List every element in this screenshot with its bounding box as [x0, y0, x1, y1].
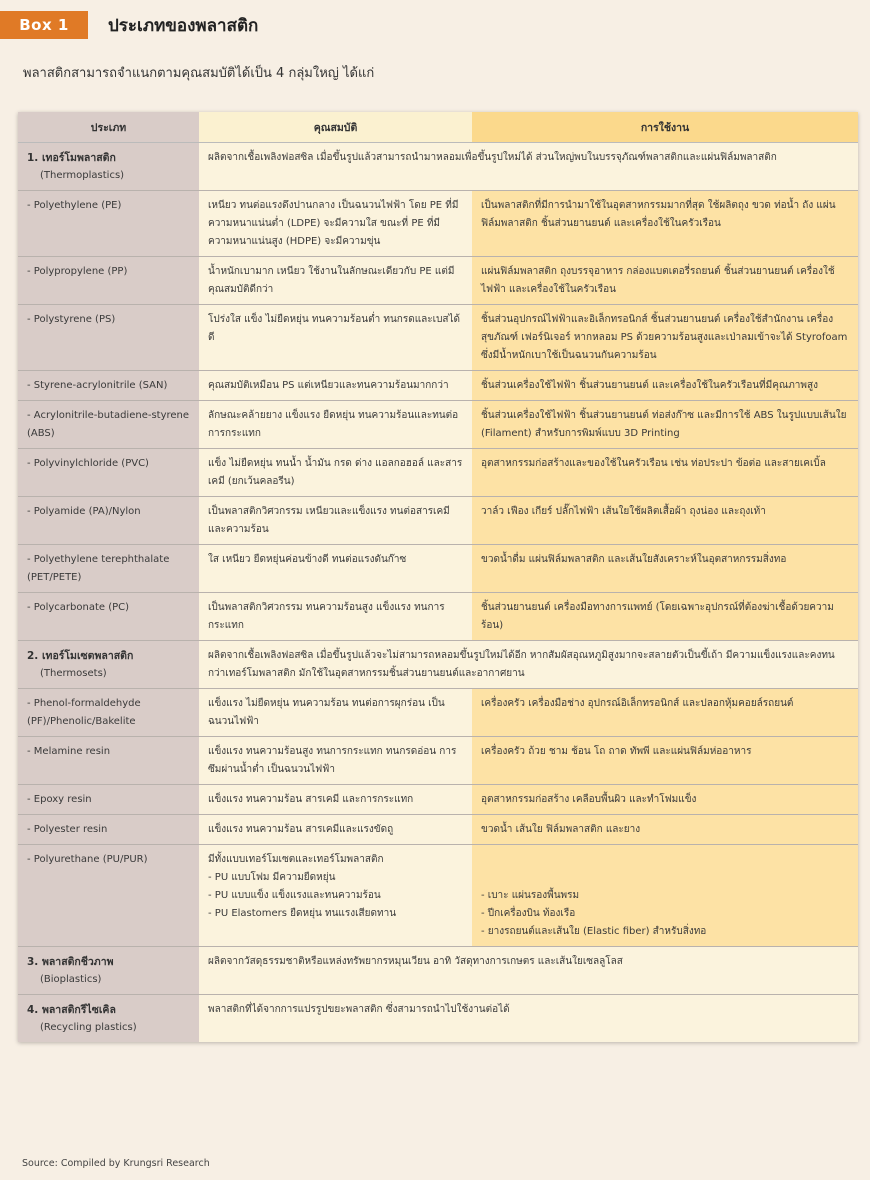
type-cell — [18, 143, 199, 191]
type-cell — [18, 401, 199, 449]
type-cell — [18, 815, 199, 845]
plastic-types-table — [18, 112, 858, 1042]
properties-line: มีทั้งแบบเทอร์โมเซตและเทอร์โมพลาสติก — [208, 854, 384, 865]
table-row — [18, 737, 858, 785]
category-row — [18, 143, 858, 191]
table-row — [18, 785, 858, 815]
category-english-name: (Thermoplastics) — [40, 170, 125, 181]
uses-cell: ชิ้นส่วนอุปกรณ์ไฟฟ้าและอิเล็กทรอนิกส์ ชิ้นส่วนยานยนต์ เครื่องใช้สำนักงาน เครื่องสุขภัณฑ์ เฟอร์นิเจอร์ หากหลอม PS ด้วยความร้อนสูงและเป่าลมเข้าจะได้ Styrofoam ซึ่งมีน้ำหนักเบาใช้เป็นฉนวนกันความร้อน — [472, 305, 858, 371]
item-name: - Phenol-formaldehyde (PF)/Phenolic/Bakelite — [27, 698, 141, 727]
uses-cell: ชิ้นส่วนเครื่องใช้ไฟฟ้า ชิ้นส่วนยานยนต์ และเครื่องใช้ในครัวเรือนที่มีคุณภาพสูง — [472, 371, 858, 401]
type-cell — [18, 305, 199, 371]
uses-cell: แผ่นฟิล์มพลาสติก ถุงบรรจุอาหาร กล่องแบตเตอรี่รถยนต์ ชิ้นส่วนยานยนต์ เครื่องใช้ไฟฟ้า และเครื่องใช้ในครัวเรือน — [472, 257, 858, 305]
item-name: - Polyvinylchloride (PVC) — [27, 458, 149, 469]
category-name: 1. เทอร์โมพลาสติก — [27, 152, 116, 164]
intro-text: พลาสติกสามารถจำแนกตามคุณสมบัติได้เป็น 4 กลุ่มใหญ่ ได้แก่ — [23, 66, 375, 81]
table-row — [18, 305, 858, 371]
type-cell — [18, 845, 199, 947]
table-row — [18, 815, 858, 845]
type-cell — [18, 191, 199, 257]
uses-cell: ชิ้นส่วนเครื่องใช้ไฟฟ้า ชิ้นส่วนยานยนต์ ท่อส่งก๊าซ และมีการใช้ ABS ในรูปแบบเส้นใย (Filament) สำหรับการพิมพ์แบบ 3D Printing — [472, 401, 858, 449]
table-row — [18, 449, 858, 497]
box-number-label: Box 1 — [0, 11, 88, 39]
uses-line: - ยางรถยนต์และเส้นใย (Elastic fiber) สำหรับสิ่งทอ — [481, 926, 707, 937]
properties-cell: เป็นพลาสติกวิศวกรรม ทนความร้อนสูง แข็งแรง ทนการกระแทก — [199, 593, 472, 641]
type-cell — [18, 545, 199, 593]
item-name: - Styrene-acrylonitrile (SAN) — [27, 380, 168, 391]
uses-cell: เครื่องครัว ถ้วย ชาม ช้อน โถ ถาด ทัพพี และแผ่นฟิล์มห่ออาหาร — [472, 737, 858, 785]
header-type: ประเภท — [18, 112, 199, 143]
item-name: - Polyester resin — [27, 824, 108, 835]
category-description: พลาสติกที่ได้จากการแปรรูปขยะพลาสติก ซึ่งสามารถนำไปใช้งานต่อได้ — [199, 995, 858, 1043]
item-name: - Polyethylene terephthalate (PET/PETE) — [27, 554, 170, 583]
properties-cell — [199, 845, 472, 947]
properties-cell: เป็นพลาสติกวิศวกรรม เหนียวและแข็งแรง ทนต่อสารเคมี และความร้อน — [199, 497, 472, 545]
header-uses: การใช้งาน — [472, 112, 858, 143]
properties-cell: แข็งแรง ไม่ยืดหยุ่น ทนความร้อน ทนต่อการผุกร่อน เป็นฉนวนไฟฟ้า — [199, 689, 472, 737]
table-row — [18, 593, 858, 641]
type-cell — [18, 593, 199, 641]
item-name: - Polyurethane (PU/PUR) — [27, 854, 148, 865]
properties-cell: แข็ง ไม่ยืดหยุ่น ทนน้ำ น้ำมัน กรด ด่าง แอลกอฮอล์ และสารเคมี (ยกเว้นคลอรีน) — [199, 449, 472, 497]
table-row — [18, 845, 858, 947]
properties-cell: ลักษณะคล้ายยาง แข็งแรง ยืดหยุ่น ทนความร้อนและทนต่อการกระแทก — [199, 401, 472, 449]
item-name: - Polyamide (PA)/Nylon — [27, 506, 141, 517]
header-properties: คุณสมบัติ — [199, 112, 472, 143]
properties-cell: ใส เหนียว ยืดหยุ่นค่อนข้างดี ทนต่อแรงดันก๊าซ — [199, 545, 472, 593]
table-row — [18, 497, 858, 545]
uses-cell: เครื่องครัว เครื่องมือช่าง อุปกรณ์อิเล็กทรอนิกส์ และปลอกหุ้มคอยล์รถยนต์ — [472, 689, 858, 737]
category-english-name: (Recycling plastics) — [40, 1022, 137, 1033]
properties-cell: น้ำหนักเบามาก เหนียว ใช้งานในลักษณะเดียวกับ PE แต่มีคุณสมบัติดีกว่า — [199, 257, 472, 305]
item-name: - Epoxy resin — [27, 794, 92, 805]
properties-cell: คุณสมบัติเหมือน PS แต่เหนียวและทนความร้อนมากกว่า — [199, 371, 472, 401]
type-cell — [18, 641, 199, 689]
category-row — [18, 947, 858, 995]
uses-line: - เบาะ แผ่นรองพื้นพรม — [481, 890, 580, 901]
category-row — [18, 995, 858, 1043]
type-cell — [18, 737, 199, 785]
category-english-name: (Thermosets) — [40, 668, 107, 679]
item-name: - Melamine resin — [27, 746, 111, 757]
item-name: - Polyethylene (PE) — [27, 200, 122, 211]
category-name: 3. พลาสติกชีวภาพ — [27, 956, 114, 968]
category-description: ผลิตจากเชื้อเพลิงฟอสซิล เมื่อขึ้นรูปแล้วจะไม่สามารถหลอมขึ้นรูปใหม่ได้อีก หากสัมผัสอุณหภูมิสูงมากจะสลายตัวเป็นขี้เถ้า มีความแข็งแรงและคงทนกว่าเทอร์โมพลาสติก มักใช้ในอุตสาหกรรมชิ้นส่วนยานยนต์และอากาศยาน — [199, 641, 858, 689]
type-cell — [18, 995, 199, 1043]
properties-cell: แข็งแรง ทนความร้อน สารเคมี และการกระแทก — [199, 785, 472, 815]
category-name: 4. พลาสติกรีไซเคิล — [27, 1004, 116, 1016]
box-header — [0, 11, 258, 39]
properties-line: - PU Elastomers ยืดหยุ่น ทนแรงเสียดทาน — [208, 908, 397, 919]
box-title: ประเภทของพลาสติก — [108, 15, 259, 36]
properties-cell: โปร่งใส แข็ง ไม่ยืดหยุ่น ทนความร้อนต่ำ ทนกรดและเบสได้ดี — [199, 305, 472, 371]
category-name: 2. เทอร์โมเซตพลาสติก — [27, 650, 134, 662]
uses-cell: อุตสาหกรรมก่อสร้างและของใช้ในครัวเรือน เช่น ท่อประปา ข้อต่อ และสายเคเบิ้ล — [472, 449, 858, 497]
uses-cell: เป็นพลาสติกที่มีการนำมาใช้ในอุตสาหกรรมมากที่สุด ใช้ผลิตถุง ขวด ท่อน้ำ ถัง แผ่นฟิล์มพลาสติก ชิ้นส่วนยานยนต์ และเครื่องใช้ในครัวเรือน — [472, 191, 858, 257]
category-description: ผลิตจากเชื้อเพลิงฟอสซิล เมื่อขึ้นรูปแล้วสามารถนำมาหลอมเพื่อขึ้นรูปใหม่ได้ ส่วนใหญ่พบในบรรจุภัณฑ์พลาสติกและแผ่นฟิล์มพลาสติก — [199, 143, 858, 191]
item-name: - Acrylonitrile-butadiene-styrene (ABS) — [27, 410, 190, 439]
uses-cell: ขวดน้ำดื่ม แผ่นฟิล์มพลาสติก และเส้นใยสังเคราะห์ในอุตสาหกรรมสิ่งทอ — [472, 545, 858, 593]
uses-cell: ขวดน้ำ เส้นใย ฟิล์มพลาสติก และยาง — [472, 815, 858, 845]
spacer — [481, 851, 850, 887]
uses-cell: วาล์ว เฟือง เกียร์ ปลั๊กไฟฟ้า เส้นใยใช้ผลิตเสื้อผ้า ถุงน่อง และถุงเท้า — [472, 497, 858, 545]
table-row — [18, 257, 858, 305]
table-row — [18, 371, 858, 401]
type-cell — [18, 947, 199, 995]
properties-cell: แข็งแรง ทนความร้อน สารเคมีและแรงขัดถู — [199, 815, 472, 845]
properties-line: - PU แบบแข็ง แข็งแรงและทนความร้อน — [208, 890, 381, 901]
type-cell — [18, 449, 199, 497]
item-name: - Polypropylene (PP) — [27, 266, 128, 277]
uses-cell — [472, 845, 858, 947]
properties-line: - PU แบบโฟม มีความยืดหยุ่น — [208, 872, 336, 883]
item-name: - Polystyrene (PS) — [27, 314, 116, 325]
category-description: ผลิตจากวัสดุธรรมชาติหรือแหล่งทรัพยากรหมุนเวียน อาทิ วัสดุทางการเกษตร และเส้นใยเซลลูโลส — [199, 947, 858, 995]
uses-cell: ชิ้นส่วนยานยนต์ เครื่องมือทางการแพทย์ (โดยเฉพาะอุปกรณ์ที่ต้องฆ่าเชื้อด้วยความร้อน) — [472, 593, 858, 641]
type-cell — [18, 371, 199, 401]
uses-line: - ปีกเครื่องบิน ท้องเรือ — [481, 908, 576, 919]
uses-cell: อุตสาหกรรมก่อสร้าง เคลือบพื้นผิว และทำโฟมแข็ง — [472, 785, 858, 815]
table-row — [18, 689, 858, 737]
type-cell — [18, 257, 199, 305]
source-note: Source: Compiled by Krungsri Research — [22, 1158, 210, 1169]
table-row — [18, 191, 858, 257]
table-row — [18, 545, 858, 593]
type-cell — [18, 497, 199, 545]
item-name: - Polycarbonate (PC) — [27, 602, 130, 613]
table-header-row — [18, 112, 858, 143]
type-cell — [18, 785, 199, 815]
table-row — [18, 401, 858, 449]
properties-cell: แข็งแรง ทนความร้อนสูง ทนการกระแทก ทนกรดอ่อน การซึมผ่านน้ำต่ำ เป็นฉนวนไฟฟ้า — [199, 737, 472, 785]
category-row — [18, 641, 858, 689]
properties-cell: เหนียว ทนต่อแรงดึงปานกลาง เป็นฉนวนไฟฟ้า โดย PE ที่มีความหนาแน่นต่ำ (LDPE) จะมีความใส ขณะที่ PE ที่มีความหนาแน่นสูง (HDPE) จะมีความขุ่น — [199, 191, 472, 257]
type-cell — [18, 689, 199, 737]
category-english-name: (Bioplastics) — [40, 974, 102, 985]
